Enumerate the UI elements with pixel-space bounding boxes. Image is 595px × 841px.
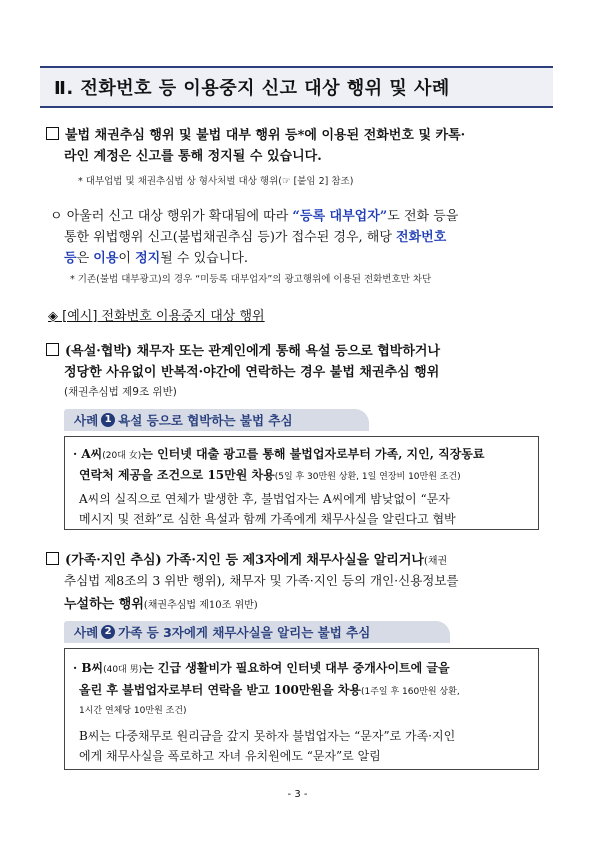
circled-number-icon: 1 (101, 413, 115, 427)
checkbox-square-icon (46, 343, 59, 356)
case2-title: 사례 2 가족 등 3자에게 채무사실을 알리는 불법 추심 (64, 621, 450, 643)
bullet1-line2: 라인 계정은 신고를 통해 정지될 수 있습니다. (64, 149, 322, 164)
case2-line4: B씨는 다중채무로 원리금을 갚지 못하자 불법업자는 “문자”로 가족·지인 (79, 729, 456, 743)
bullet1-note: * 대부업법 및 채권추심법 상 형사처벌 대상 행위(☞ [붙임 2] 참조) (78, 176, 354, 187)
bullet2-line1: ㅇ 아울러 신고 대상 행위가 확대됨에 따라 “등록 대부업자”도 전화 등을 (50, 209, 459, 224)
case1-line4: 메시지 및 전화”로 심한 욕설과 함께 가족에게 채무사실을 알린다고 협박 (79, 512, 456, 526)
checkbox-square-icon (46, 552, 59, 565)
section-title: Ⅱ. 전화번호 등 이용중지 신고 대상 행위 및 사례 (54, 78, 450, 99)
page-number: - 3 - (287, 789, 308, 800)
case2-box (64, 648, 539, 770)
example-heading: ◈ [예시] 전화번호 이용중지 대상 행위 (48, 309, 265, 324)
bullet2-note: * 기존(불법 대부광고)의 경우 “미등록 대부업자”의 광고행위에 이용된 전화번호만 차단 (70, 274, 432, 285)
section-title-bar (40, 66, 553, 108)
bullet1-line1: 불법 채권추심 행위 및 불법 대부 행위 등*에 이용된 전화번호 및 카톡· (46, 124, 465, 143)
case1-line3: A씨의 실직으로 연체가 발생한 후, 불법업자는 A씨에게 밤낮없이 “문자 (79, 492, 450, 506)
circled-number-icon: 2 (101, 625, 115, 639)
case1-line1: · A씨(20대 女)는 인터넷 대출 광고를 통해 불법업자로부터 가족, 지인, 직장동료 (73, 447, 485, 461)
bullet2-line3: 등은 이용이 정지될 수 있습니다. (64, 251, 248, 266)
case1-box (64, 436, 539, 530)
item1-line2: 정당한 사유없이 반복적·야간에 연락하는 경우 불법 채권추심 행위 (64, 365, 440, 380)
case2-line2: 올린 후 불법업자로부터 연락을 받고 100만원을 차용(1주일 후 160만원 상환, (79, 683, 460, 697)
item1-line3: (채권추심법 제9조 위반) (64, 386, 177, 398)
item2-line2: 추심법 제8조의 3 위반 행위), 채무자 및 가족·지인 등의 개인·신용정보를 (64, 573, 459, 588)
case2-line3: 1시간 연체당 10만원 조건) (79, 706, 187, 716)
item2-line3: 누설하는 행위(채권추심법 제10조 위반) (64, 597, 258, 612)
case1-title: 사례 1 욕설 등으로 협박하는 불법 추심 (64, 409, 369, 431)
case1-line2: 연락처 제공을 조건으로 15만원 차용(5일 후 30만원 상환, 1일 연장비 10만원 조건) (79, 468, 461, 482)
checkbox-square-icon (46, 127, 59, 140)
case2-line5: 에게 채무사실을 폭로하고 자녀 유치원에도 “문자”로 알림 (79, 749, 381, 763)
item1-line1: (욕설·협박) 채무자 또는 관계인에게 통해 욕설 등으로 협박하거나 (46, 340, 440, 359)
bullet2-line2: 통한 위법행위 신고(불법채권추심 등)가 접수된 경우, 해당 전화번호 (64, 230, 447, 245)
item2-line1: (가족·지인 추심) 가족·지인 등 제3자에게 채무사실을 알리거나(채권 (46, 549, 447, 568)
case2-line1: · B씨(40대 男)는 긴급 생활비가 필요하여 인터넷 대부 중개사이트에 글을 (73, 661, 450, 675)
